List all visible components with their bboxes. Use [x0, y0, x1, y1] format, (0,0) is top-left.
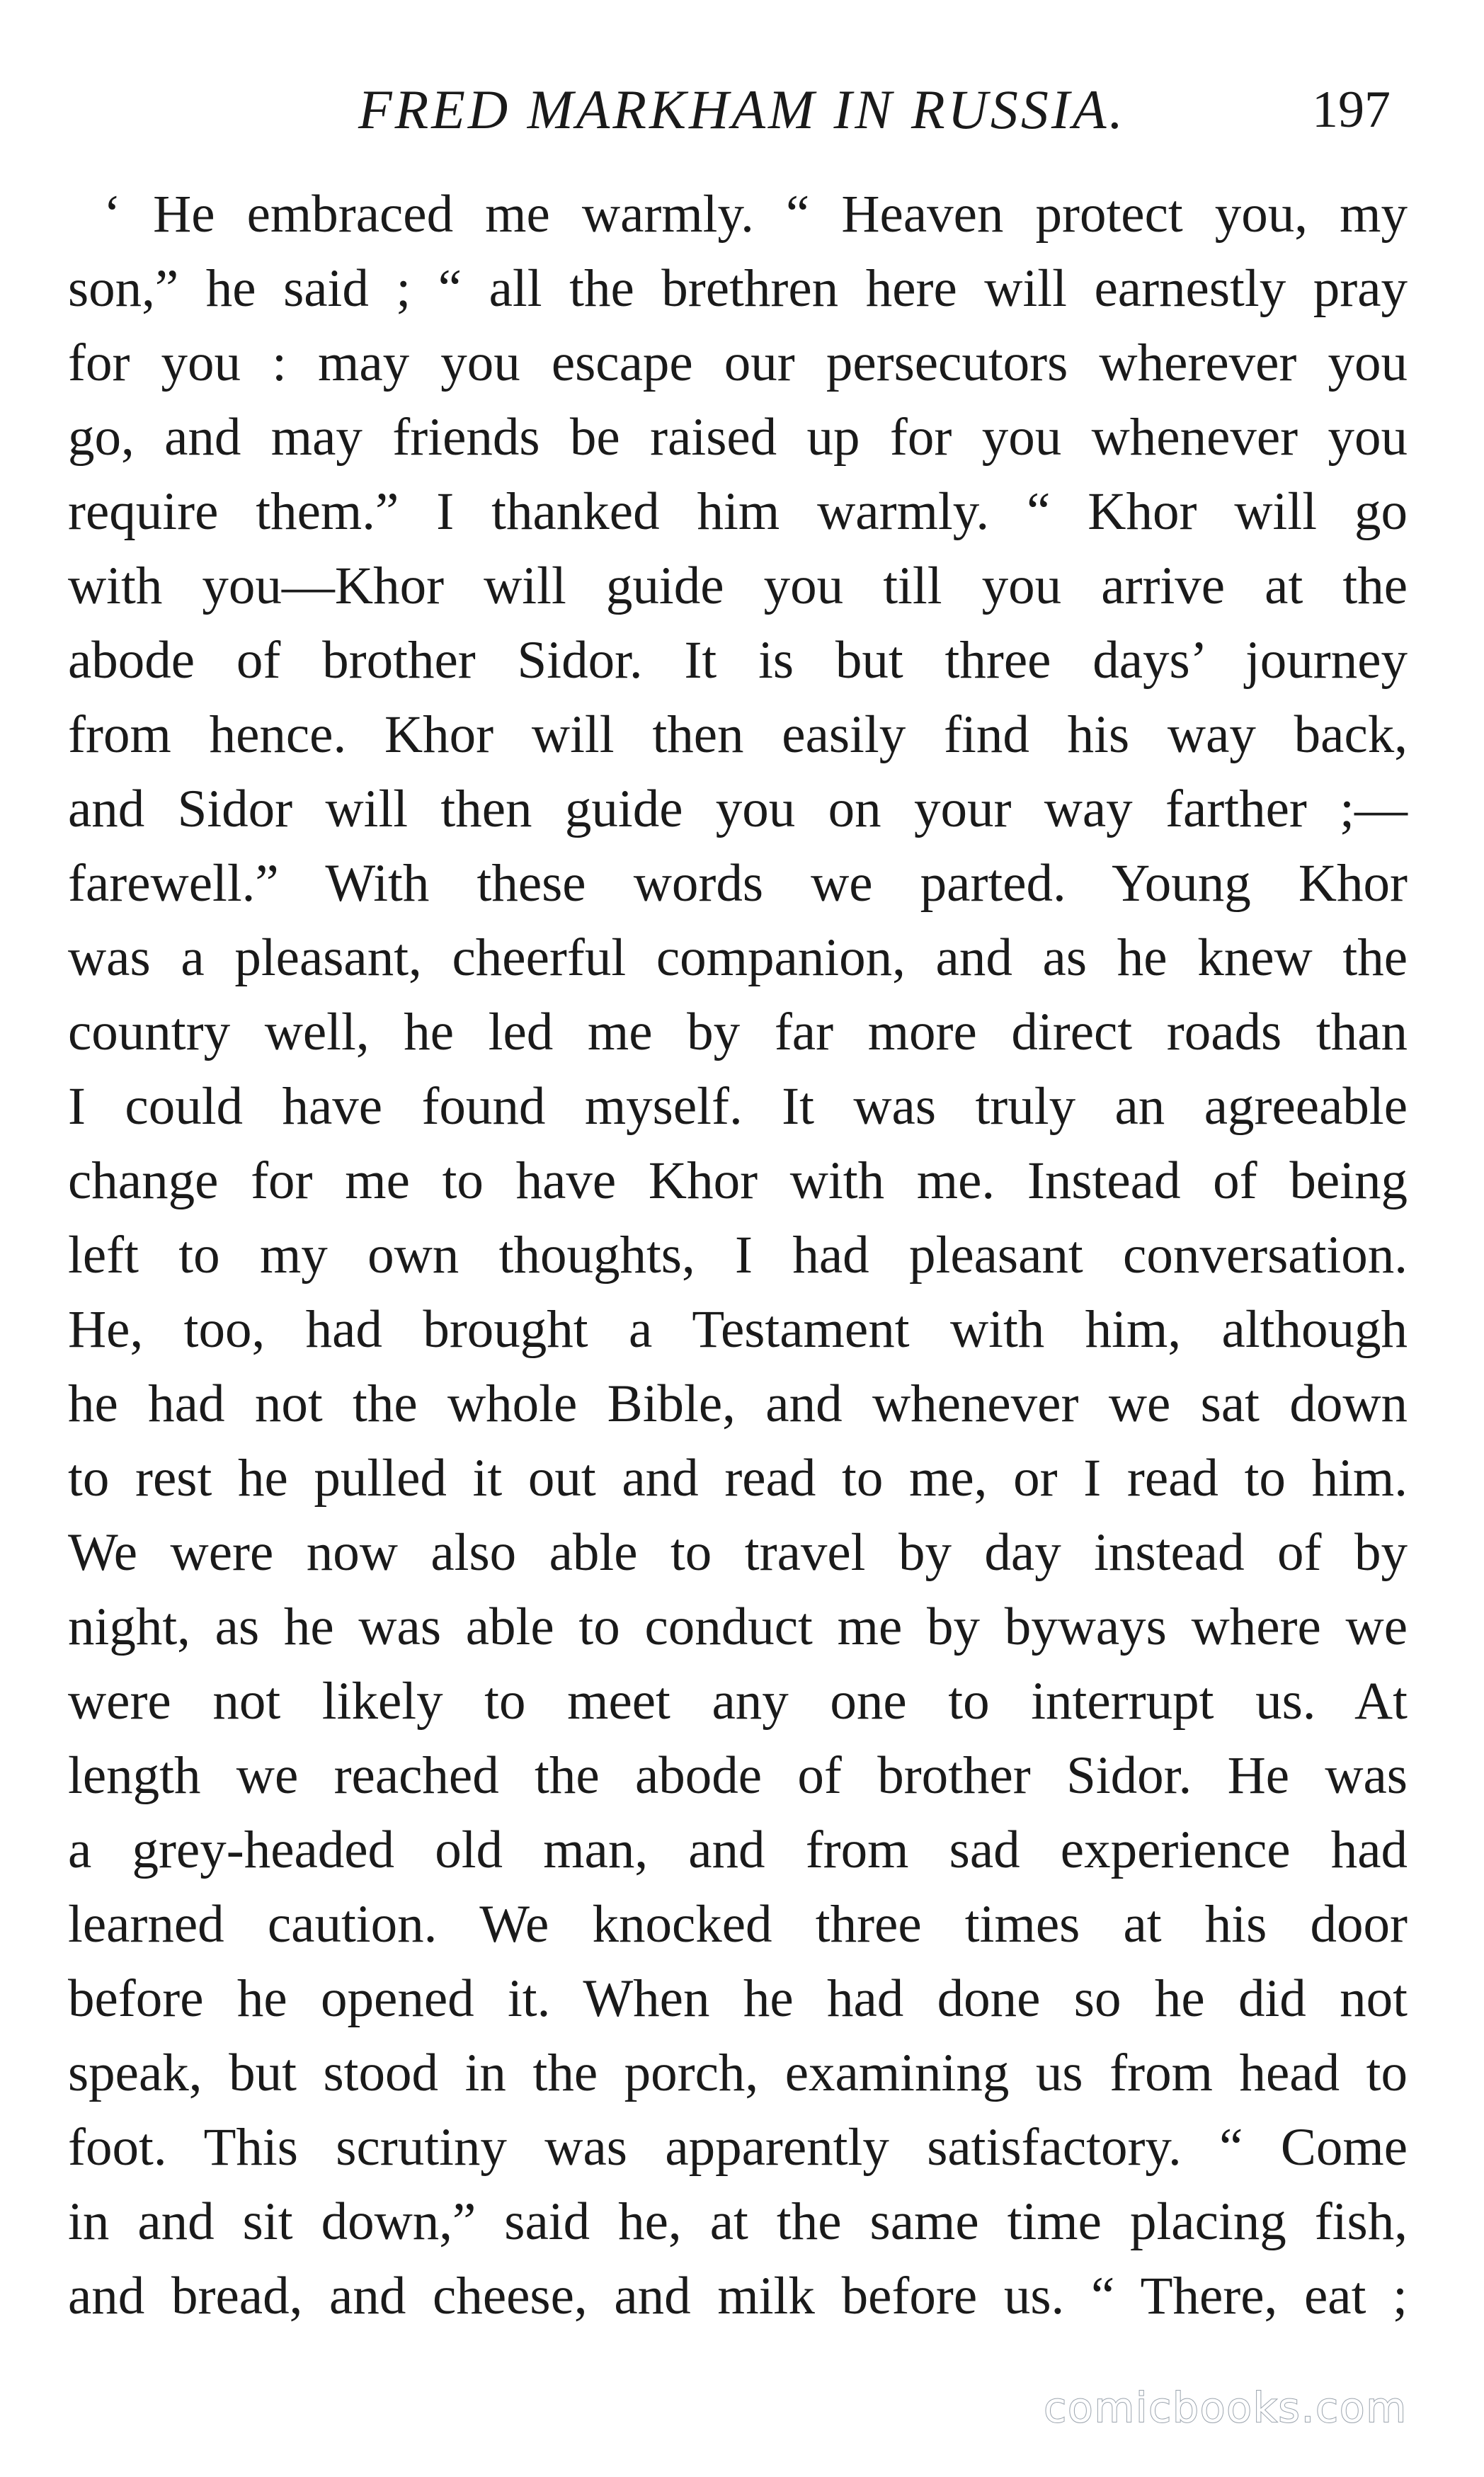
watermark-logo: comicbooks.com [1044, 2384, 1408, 2432]
text-line: from hence. Khor will then easily find his way back, [68, 705, 1408, 764]
text-line: change for me to have Khor with me. Instead of being [68, 1151, 1408, 1210]
text-line: country well, he led me by far more direct roads than [68, 1003, 1408, 1061]
text-line: left to my own thoughts, I had pleasant conversation. [68, 1226, 1408, 1285]
text-line: night, as he was able to conduct me by byways where we [68, 1598, 1408, 1656]
text-line: abode of brother Sidor. It is but three days’ journey [68, 631, 1408, 690]
text-line: farewell.” With these words we parted. Young Khor [68, 854, 1408, 913]
text-line: require them.” I thanked him warmly. “ Khor will go [68, 482, 1408, 541]
text-line: ‘ He embraced me warmly. “ Heaven protect you, my [103, 185, 1408, 244]
text-line: he had not the whole Bible, and whenever we sat down [68, 1374, 1408, 1433]
text-line: and Sidor will then guide you on your way farther ;— [68, 780, 1408, 838]
text-line: foot. This scrutiny was apparently satisfactory. “ Come [68, 2118, 1408, 2177]
text-line: were not likely to meet any one to interrupt us. At [68, 1672, 1408, 1731]
text-line: speak, but stood in the porch, examining us from head to [68, 2044, 1408, 2102]
text-line: and bread, and cheese, and milk before us. “ There, eat ; [68, 2267, 1408, 2325]
text-line: with you—Khor will guide you till you arrive at the [68, 557, 1408, 615]
text-line: was a pleasant, cheerful companion, and as he knew the [68, 928, 1408, 987]
body-text [68, 177, 1408, 2333]
text-line: I could have found myself. It was truly an agreeable [68, 1077, 1408, 1136]
running-title: FRED MARKHAM IN RUSSIA. [358, 79, 1126, 140]
text-line: a grey-headed old man, and from sad experience had [68, 1821, 1408, 1879]
text-line: in and sit down,” said he, at the same time placing fish, [68, 2192, 1408, 2251]
page-number: 197 [1312, 81, 1391, 139]
text-line: for you : may you escape our persecutors wherever you [68, 334, 1408, 392]
running-head [68, 71, 1416, 149]
text-line: He, too, had brought a Testament with him, although [68, 1300, 1408, 1359]
text-line: to rest he pulled it out and read to me, or I read to him. [68, 1449, 1408, 1508]
text-line: We were now also able to travel by day instead of by [68, 1523, 1408, 1582]
text-line: go, and may friends be raised up for you whenever you [68, 408, 1408, 467]
text-line: son,” he said ; “ all the brethren here will earnestly pray [68, 259, 1408, 318]
text-line: length we reached the abode of brother Sidor. He was [68, 1746, 1408, 1805]
text-line: learned caution. We knocked three times at his door [68, 1895, 1408, 1954]
text-line: before he opened it. When he had done so he did not [68, 1969, 1408, 2028]
